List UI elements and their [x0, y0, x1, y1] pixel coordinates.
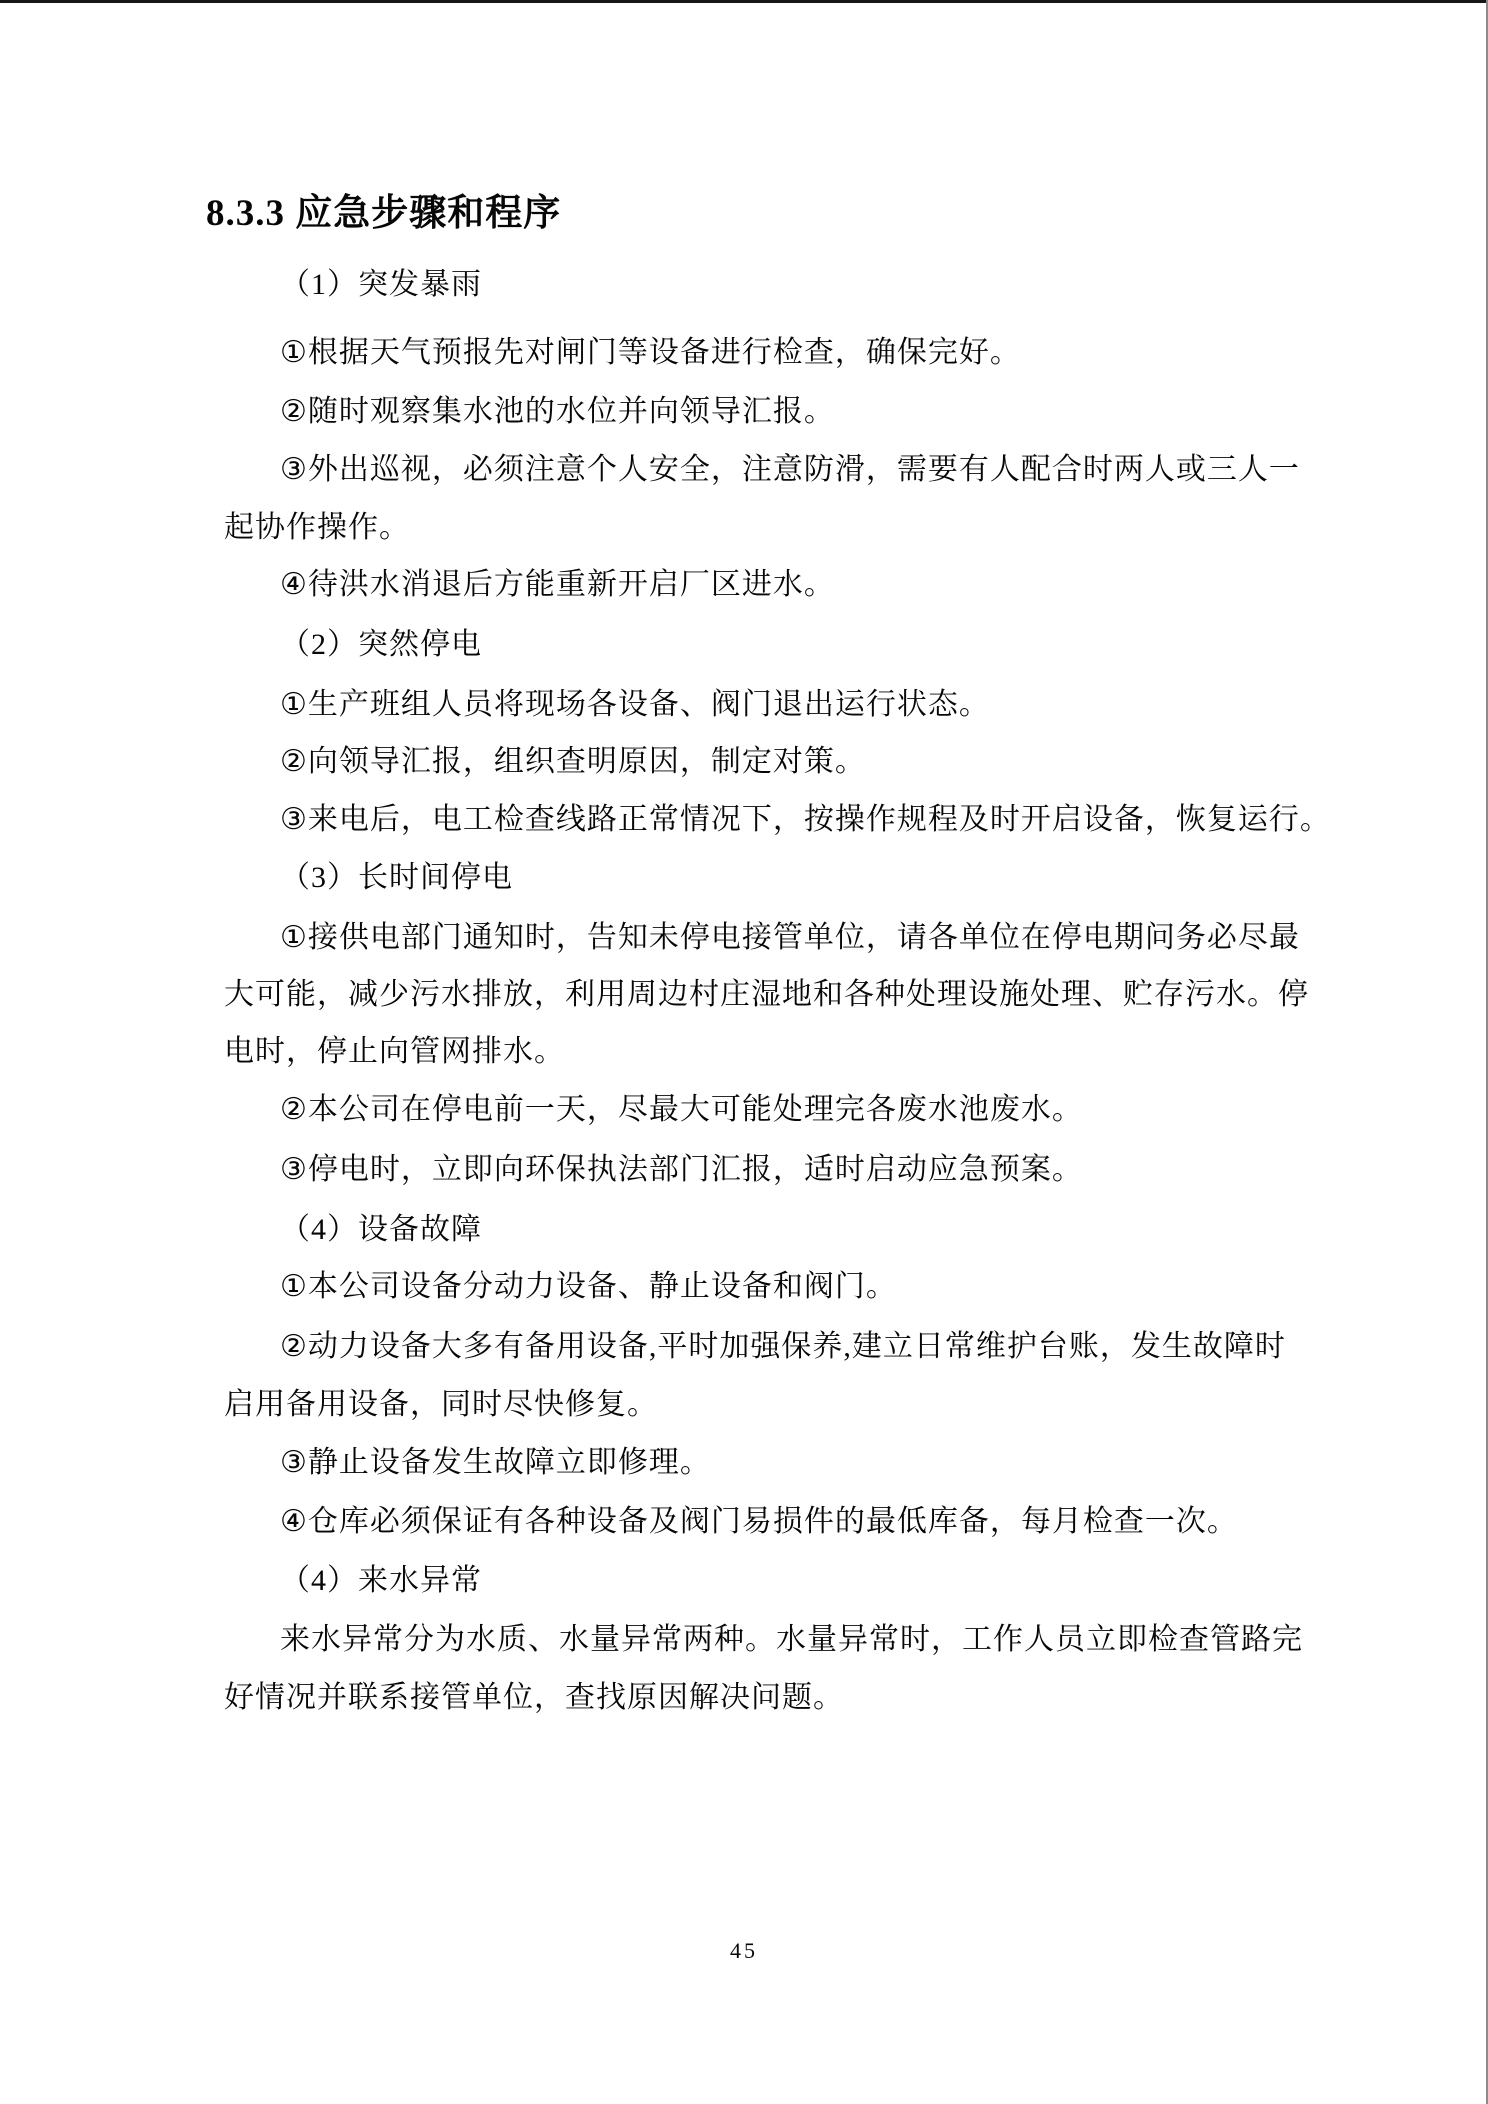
body-line: ④仓库必须保证有各种设备及阀门易损件的最低库备，每月检查一次。 — [280, 1505, 1238, 1538]
body-line: ②随时观察集水池的水位并向领导汇报。 — [280, 395, 835, 428]
body-line: ③静止设备发生故障立即修理。 — [280, 1446, 711, 1479]
body-line: ①本公司设备分动力设备、静止设备和阀门。 — [280, 1270, 897, 1303]
body-line: 来水异常分为水质、水量异常两种。水量异常时，工作人员立即检查管路完 — [280, 1623, 1303, 1656]
page-number: 45 — [730, 1938, 758, 1963]
body-line: ②本公司在停电前一天，尽最大可能处理完各废水池废水。 — [280, 1093, 1083, 1126]
body-line: 起协作操作。 — [224, 511, 410, 544]
body-line: ③外出巡视，必须注意个人安全，注意防滑，需要有人配合时两人或三人一 — [280, 453, 1300, 486]
body-line: ①生产班组人员将现场各设备、阀门退出运行状态。 — [280, 688, 990, 721]
body-line: （4）来水异常 — [280, 1564, 482, 1597]
body-line: ③停电时，立即向环保执法部门汇报，适时启动应急预案。 — [280, 1153, 1083, 1186]
body-line: 好情况并联系接管单位，查找原因解决问题。 — [224, 1681, 844, 1714]
body-line: ②向领导汇报，组织查明原因，制定对策。 — [280, 745, 866, 778]
body-line: 启用备用设备，同时尽快修复。 — [224, 1388, 658, 1421]
body-line: （3）长时间停电 — [280, 861, 513, 894]
body-line: （1）突发暴雨 — [280, 268, 482, 301]
section-heading: 8.3.3 应急步骤和程序 — [206, 193, 562, 234]
body-line: （4）设备故障 — [280, 1213, 482, 1246]
body-line: 大可能，减少污水排放，利用周边村庄湿地和各种处理设施处理、贮存污水。停 — [224, 978, 1309, 1011]
body-line: ③来电后，电工检查线路正常情况下，按操作规程及时开启设备，恢复运行。 — [280, 803, 1331, 836]
body-line: ②动力设备大多有备用设备,平时加强保养,建立日常维护台账，发生故障时 — [280, 1330, 1286, 1363]
body-line: ①接供电部门通知时，告知未停电接管单位，请各单位在停电期问务必尽最 — [280, 921, 1300, 954]
body-line: 电时，停止向管网排水。 — [224, 1035, 565, 1068]
body-line: ①根据天气预报先对闸门等设备进行检查，确保完好。 — [280, 336, 1021, 369]
body-line: （2）突然停电 — [280, 628, 482, 661]
body-line: ④待洪水消退后方能重新开启厂区进水。 — [280, 568, 835, 601]
page-top-border — [0, 0, 1488, 3]
